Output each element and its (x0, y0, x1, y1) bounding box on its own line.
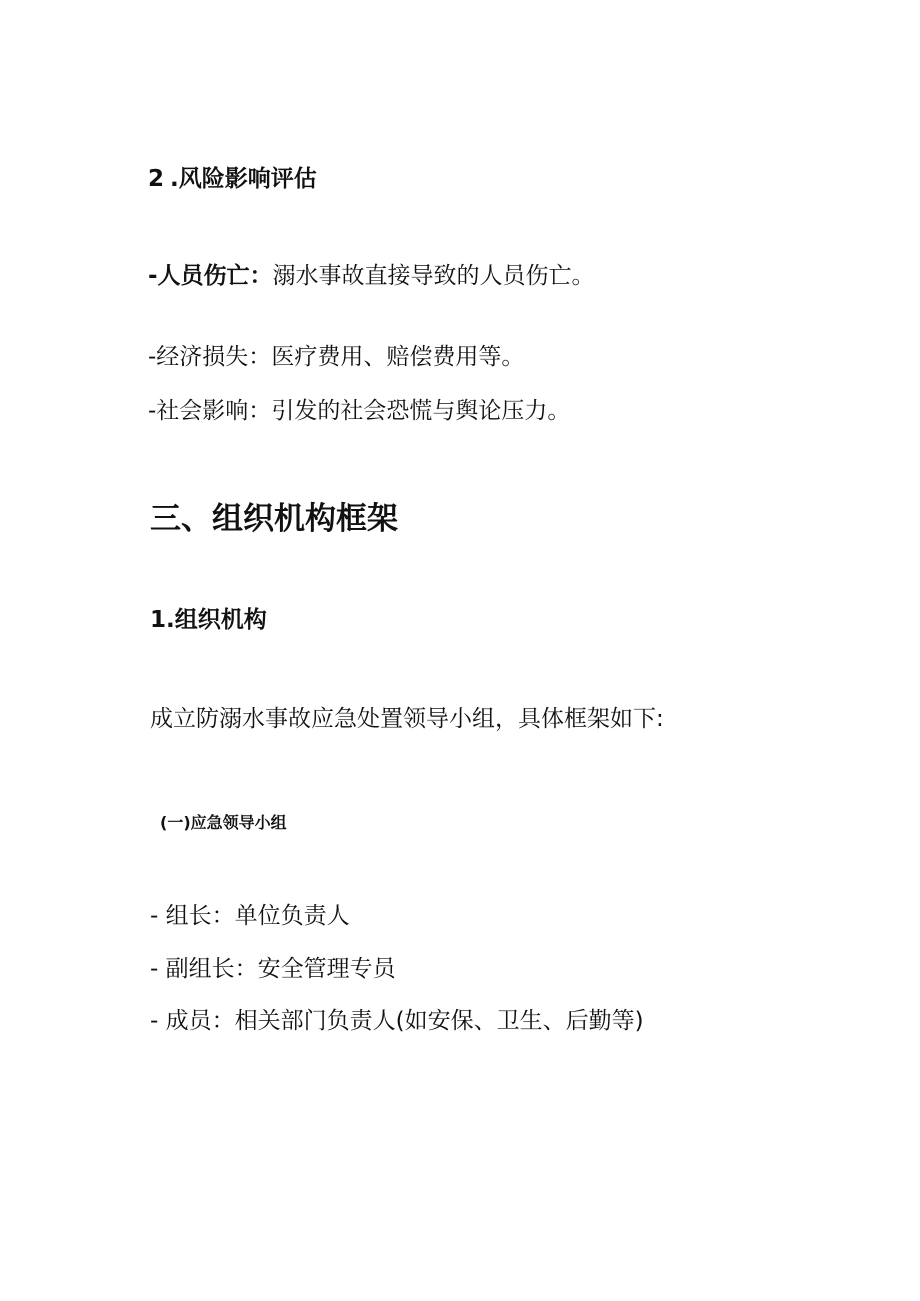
subsection-title: 1.组织机构 (150, 607, 267, 633)
heading-text: .风险影响评估 (170, 166, 317, 192)
section-title: 三、组织机构框架 (150, 501, 398, 537)
impact-item-label: -社会影响： (148, 398, 272, 424)
impact-item-text: 引发的社会恐慌与舆论压力。 (271, 398, 571, 424)
impact-item-social (148, 400, 570, 423)
impact-item-label: -人员伤亡： (148, 263, 273, 289)
impact-item-economic (148, 346, 524, 369)
heading-number: 2 (148, 166, 165, 192)
member-members: - 成员：相关部门负责人(如安保、卫生、后勤等) (150, 1008, 644, 1034)
member-deputy-leader: - 副组长：安全管理专员 (150, 956, 396, 982)
impact-item-label: -经济损失： (148, 344, 272, 370)
impact-item-casualties (148, 265, 595, 288)
group-title: (一)应急领导小组 (160, 813, 287, 832)
member-leader: - 组长：单位负责人 (150, 903, 350, 929)
impact-item-text: 溺水事故直接导致的人员伤亡。 (272, 263, 595, 289)
intro-paragraph: 成立防溺水事故应急处置领导小组，具体框架如下: (150, 706, 664, 732)
risk-impact-heading (148, 168, 317, 191)
impact-item-text: 医疗费用、赔偿费用等。 (271, 344, 525, 370)
